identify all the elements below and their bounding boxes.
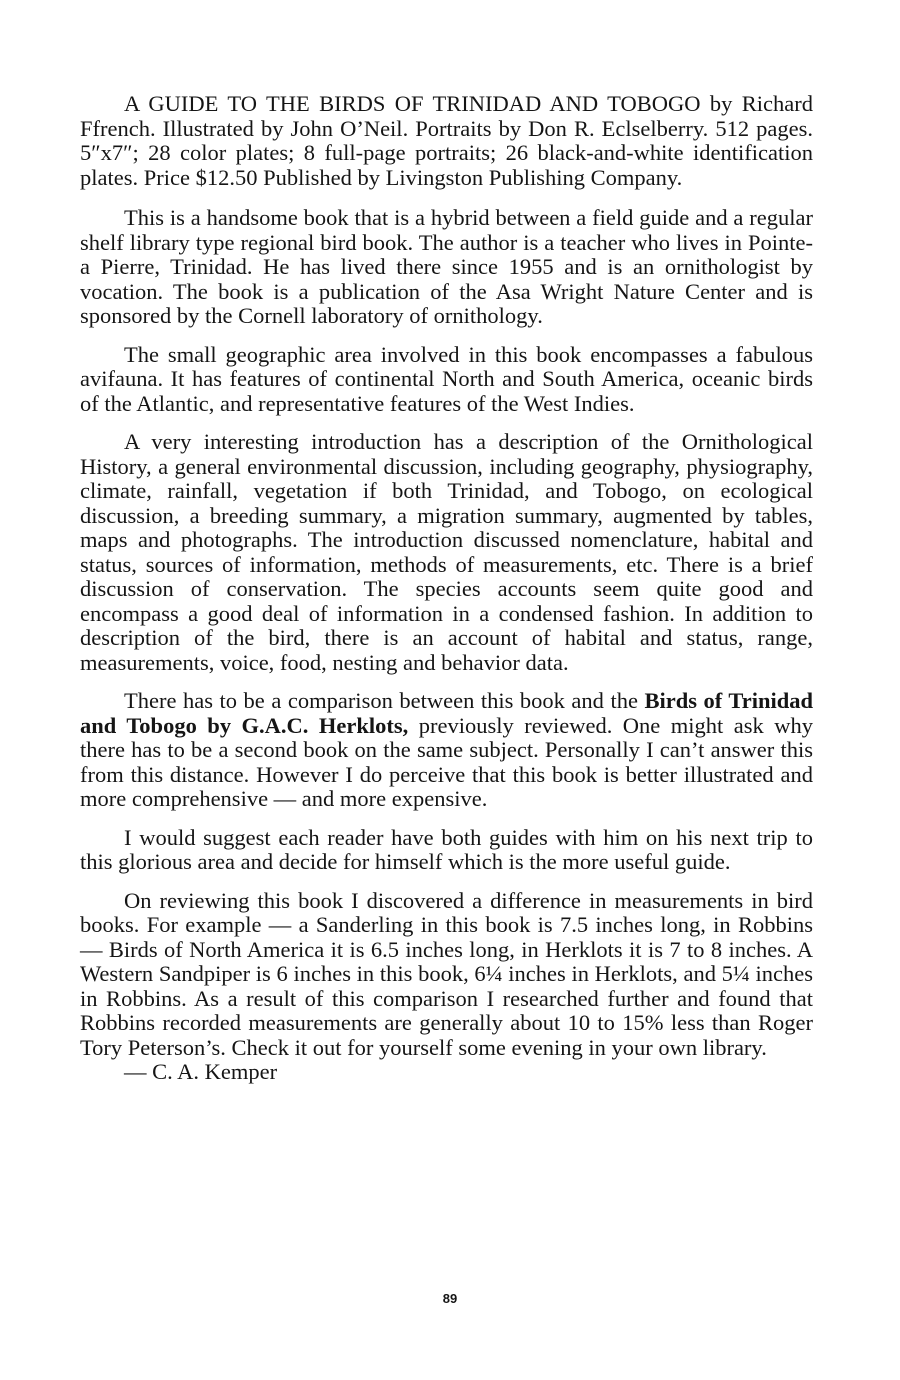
reviewer-signature: — C. A. Kemper — [124, 1059, 278, 1084]
paragraph-measurements: On reviewing this book I discovered a difference in measurements in bird books. For example — a Sanderling in this book is 7.5 inches long, in Robbins — Birds of North America it is 6.5 inches long, in Herklots it is 7 to 8 inches. A Western Sandpiper is 6 inches in this book, 6¼ inches in Herklots, and 5¼ inches in Robbins. As a result of this comparison I researched further and found that Robbins recorded measurements are generally about 10 to 15% less than Roger Tory Peterson’s. Check it out for yourself some evening in your own library. — [80, 887, 813, 1060]
paragraph-comparison — [80, 689, 813, 812]
review-article — [80, 92, 813, 1085]
paragraph-geography: The small geographic area involved in this book encompasses a fabulous avifauna. It has features of continental North and South America, oceanic birds of the Atlantic, and representative features of the West Indies. — [80, 341, 813, 416]
compared-book-title: Birds of Trinidad and Tobogo by G.A.C. Herklots, — [80, 688, 814, 738]
paragraph-introduction: A very interesting introduction has a description of the Ornithological History, a general environmental discussion, including geography, physiography, climate, rainfall, vegetation if both Trinidad, and Tobogo, on ecological discussion, a breeding summary, a migration summary, augmented by tables, maps and photographs. The introduction discussed nomenclature, habital and status, sources of information, methods of measurements, etc. There is a brief discussion of conservation. The species accounts seem quite good and encompass a good deal of information in a condensed fashion. In addition to description of the bird, there is an account of habital and status, range, measurements, voice, food, nesting and behavior data. — [80, 429, 813, 675]
comparison-text-start: There has to be a comparison between this book and the — [124, 688, 645, 713]
paragraph-suggestion: I would suggest each reader have both guides with him on his next trip to this glorious area and decide for himself which is the more useful guide. — [80, 824, 813, 874]
paragraph-overview: This is a handsome book that is a hybrid between a field guide and a regular shelf library type regional bird book. The author is a teacher who lives in Pointe-a Pierre, Trinidad. He has lived there since 1955 and is an ornithologist by vocation. The book is a publication of the Asa Wright Nature Center and is sponsored by the Cornell laboratory of ornithology. — [80, 205, 813, 328]
page-number: 89 — [442, 1291, 458, 1306]
book-citation: A GUIDE TO THE BIRDS OF TRINIDAD AND TOBOGO by Richard Ffrench. Illustrated by John O’Neil. Portraits by Don R. Eclselberry. 512 pages. 5″x7″; 28 color plates; 8 full-page portraits; 26 black-and-white identification plates. Price $12.50 Published by Livingston Publishing Company. — [80, 91, 813, 190]
comparison-text-end: previously reviewed. One might ask why there has to be a second book on the same subject. Personally I can’t answer this from this distance. However I do perceive that this book is better illustrated and more comprehensive — and more expensive. — [80, 712, 814, 811]
